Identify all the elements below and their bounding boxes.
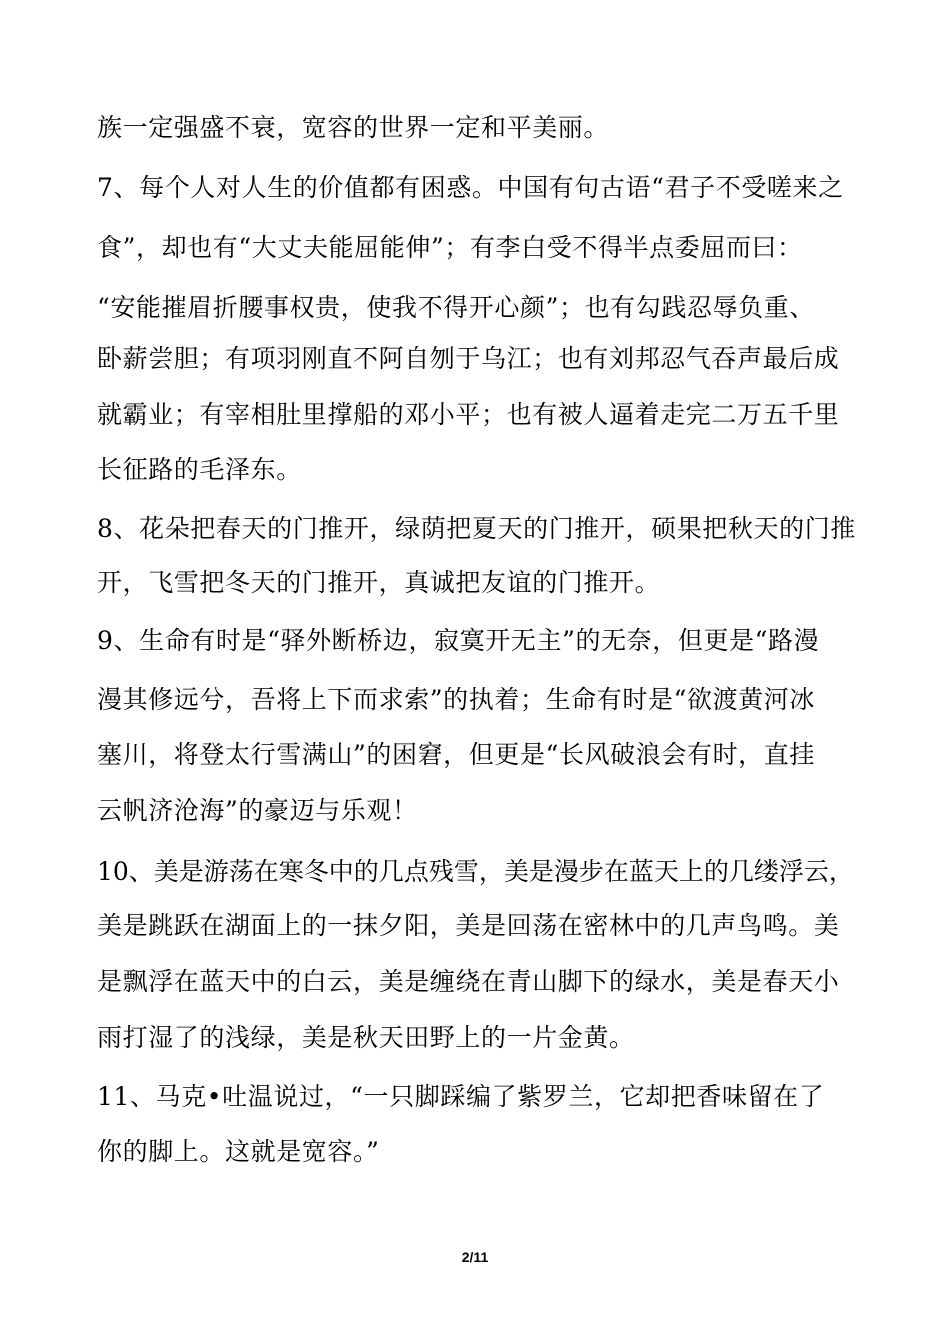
text-line: 漫其修远兮，吾将上下而求索”的执着；生命有时是“欲渡黄河冰 [97, 685, 815, 714]
text-line: 是飘浮在蓝天中的白云，美是缠绕在青山脚下的绿水，美是春天小 [97, 967, 840, 996]
text-line: 11、马克•吐温说过，“一只脚踩编了紫罗兰，它却把香味留在了 [97, 1082, 825, 1111]
text-line: 9、生命有时是“驿外断桥边，寂寞开无主”的无奈，但更是“路漫 [97, 626, 820, 655]
text-line: 开，飞雪把冬天的门推开，真诚把友谊的门推开。 [97, 568, 661, 597]
text-line: 7、每个人对人生的价值都有困惑。中国有句古语“君子不受嗟来之 [97, 173, 844, 202]
text-line: 8、花朵把春天的门推开，绿荫把夏天的门推开，硕果把秋天的门推 [97, 514, 856, 543]
text-line: 族一定强盛不衰，宽容的世界一定和平美丽。 [97, 113, 610, 142]
text-line: 雨打湿了的浅绿，美是秋天田野上的一片金黄。 [97, 1023, 635, 1052]
text-line: “安能摧眉折腰事权贵，使我不得开心颜”；也有勾践忍辱负重、 [97, 293, 815, 322]
text-line: 卧薪尝胆；有项羽刚直不阿自刎于乌江；也有刘邦忍气吞声最后成 [97, 344, 840, 373]
text-line: 你的脚上。这就是宽容。” [97, 1137, 380, 1166]
text-line: 就霸业；有宰相肚里撑船的邓小平；也有被人逼着走完二万五千里 [97, 400, 840, 429]
page-number: 2/11 [461, 1249, 489, 1265]
text-line: 长征路的毛泽东。 [97, 455, 302, 484]
text-line: 食”，却也有“大丈夫能屈能伸”；有李白受不得半点委屈而曰： [97, 233, 803, 262]
text-line: 塞川，将登太行雪满山”的困窘，但更是“长风破浪会有时，直挂 [97, 740, 815, 769]
text-line: 美是跳跃在湖面上的一抹夕阳，美是回荡在密林中的几声鸟鸣。美 [97, 911, 840, 940]
text-line: 10、美是游荡在寒冬中的几点残雪，美是漫步在蓝天上的几缕浮云， [97, 857, 854, 886]
text-line: 云帆济沧海”的豪迈与乐观！ [97, 796, 418, 825]
